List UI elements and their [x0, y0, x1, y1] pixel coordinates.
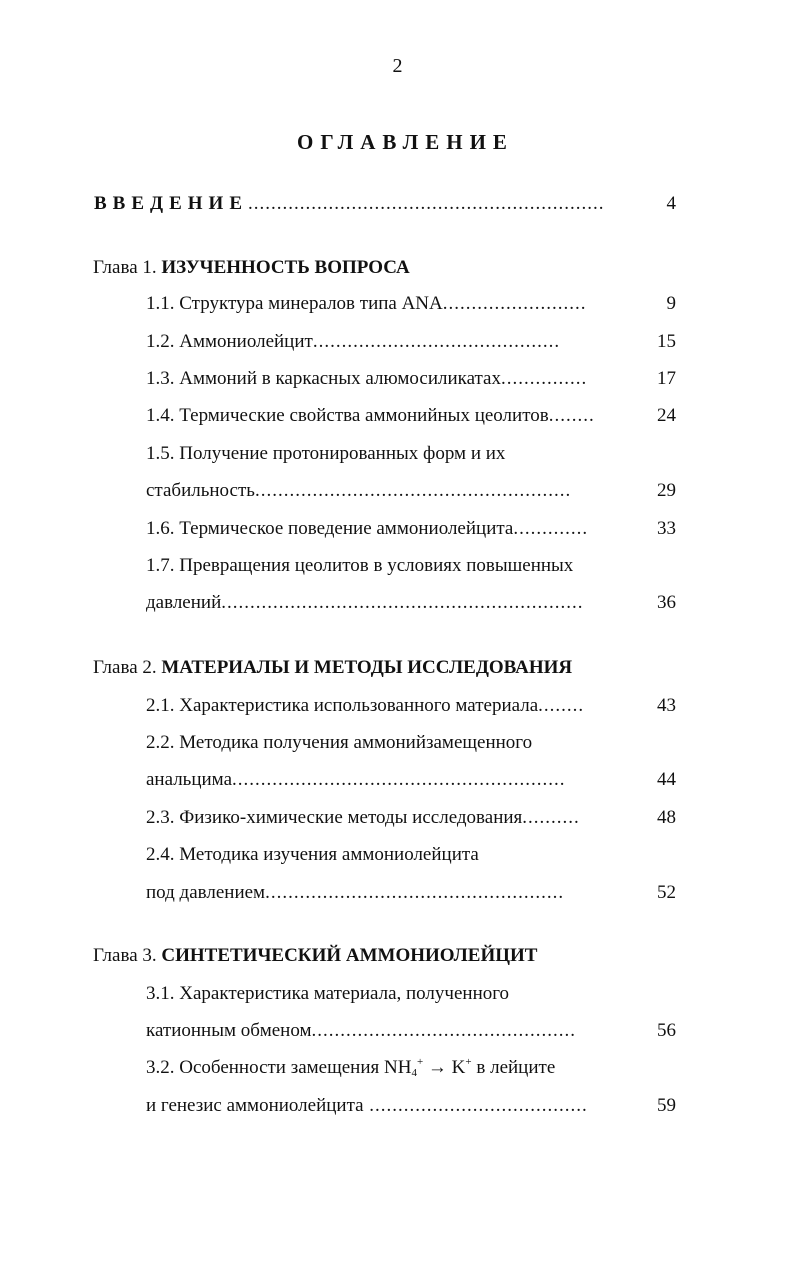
dot-leader: ........: [538, 695, 585, 716]
toc-entry-2-3: [146, 806, 580, 830]
page-ref: 29: [657, 480, 676, 501]
dot-leader: ..........: [522, 807, 580, 828]
page-ref: 44: [657, 769, 676, 790]
formula-text: в лейците: [471, 1057, 556, 1078]
dot-leader: ...............: [501, 368, 588, 389]
entry-title-continued: давлений: [146, 592, 222, 613]
entry-title-continued: под давлением: [146, 882, 266, 903]
page-ref: 9: [666, 293, 676, 314]
dot-leader: ....................................................: [265, 882, 565, 903]
entry-title: 1.6. Термическое поведение аммониолейцита: [146, 518, 514, 539]
toc-entry-1-4: [146, 404, 595, 428]
entry-title-continued: катионным обменом: [146, 1020, 312, 1041]
toc-entry-3-2: [146, 1094, 588, 1118]
formula-subscript: 4: [411, 1067, 417, 1079]
entry-title: 2.1. Характеристика использованного материала: [146, 695, 539, 716]
page-ref: 52: [657, 882, 676, 903]
chapter-title: СИНТЕТИЧЕСКИЙ АММОНИОЛЕЙЦИТ: [161, 945, 538, 966]
arrow-symbol: → K: [423, 1057, 466, 1078]
entry-title: 1.4. Термические свойства аммонийных цеолитов: [146, 405, 549, 426]
page-ref: 4: [666, 193, 676, 214]
chapter-heading-2: [93, 656, 572, 680]
chapter-heading-1: [93, 256, 410, 280]
dot-leader: ...........................................: [312, 331, 561, 352]
page-number: 2: [392, 55, 403, 77]
page-ref: 56: [657, 1020, 676, 1041]
introduction-label: ВВЕДЕНИЕ: [94, 193, 248, 214]
dot-leader: .......................................................: [254, 480, 572, 501]
entry-title: 2.4. Методика изучения аммониолейцита: [146, 844, 479, 865]
formula-text: 3.2. Особенности замещения NH: [146, 1057, 412, 1078]
page-ref: 48: [657, 807, 676, 828]
dot-leader: ..............................................................: [248, 193, 605, 214]
dot-leader: ......................................: [363, 1095, 588, 1116]
toc-entry-1-3: [146, 367, 587, 391]
page-ref: 59: [657, 1095, 676, 1116]
dot-leader: .............: [513, 518, 589, 539]
entry-title-continued: стабильность: [146, 480, 255, 501]
chapter-title: ИЗУЧЕННОСТЬ ВОПРОСА: [161, 257, 410, 278]
page-ref: 33: [657, 518, 676, 539]
toc-entry-3-1: [146, 1019, 576, 1043]
entry-title: 1.2. Аммониолейцит: [146, 331, 313, 352]
entry-title: 2.3. Физико-химические методы исследования: [146, 807, 523, 828]
dot-leader: ..............................................: [311, 1020, 576, 1041]
chapter-prefix: Глава 3.: [93, 945, 157, 966]
chapter-prefix: Глава 1.: [93, 257, 157, 278]
entry-title: 1.3. Аммоний в каркасных алюмосиликатах: [146, 368, 501, 389]
chapter-prefix: Глава 2.: [93, 657, 157, 678]
toc-entry-1-1: [146, 292, 587, 316]
entry-title: 3.1. Характеристика материала, полученного: [146, 983, 510, 1004]
entry-title: 1.5. Получение протонированных форм и их: [146, 443, 506, 464]
entry-title: 1.7. Превращения цеолитов в условиях повышенных: [146, 555, 574, 576]
toc-entry-1-7: [146, 591, 584, 615]
toc-entry-2-4: [146, 881, 564, 905]
formula-superscript: +: [416, 1056, 424, 1068]
toc-title: ОГЛАВЛЕНИЕ: [297, 130, 514, 154]
toc-entry-1-5: [146, 479, 571, 503]
chapter-heading-3: [93, 944, 537, 968]
entry-title-continued: анальцима: [146, 769, 233, 790]
dot-leader: .........................: [442, 293, 587, 314]
page-ref: 17: [657, 368, 676, 389]
dot-leader: ........: [548, 405, 595, 426]
entry-title: 1.1. Структура минералов типа ANA: [146, 293, 443, 314]
page-ref: 15: [657, 331, 676, 352]
toc-entry-introduction: [94, 192, 605, 216]
entry-title: 2.2. Методика получения аммонийзамещенного: [146, 732, 533, 753]
toc-entry-2-1: [146, 694, 584, 718]
dot-leader: ..........................................................: [232, 769, 566, 790]
entry-title-continued: и генезис аммониолейцита: [146, 1095, 364, 1116]
page-ref: 24: [657, 405, 676, 426]
dot-leader: ...............................................................: [221, 592, 584, 613]
formula-superscript: +: [465, 1056, 472, 1068]
page-ref: 36: [657, 592, 676, 613]
chapter-title: МАТЕРИАЛЫ И МЕТОДЫ ИССЛЕДОВАНИЯ: [161, 657, 573, 678]
page-ref: 43: [657, 695, 676, 716]
toc-entry-1-2: [146, 330, 560, 354]
toc-entry-2-2: [146, 768, 566, 792]
entry-title-formula: [146, 1056, 555, 1080]
toc-entry-1-6: [146, 517, 588, 541]
